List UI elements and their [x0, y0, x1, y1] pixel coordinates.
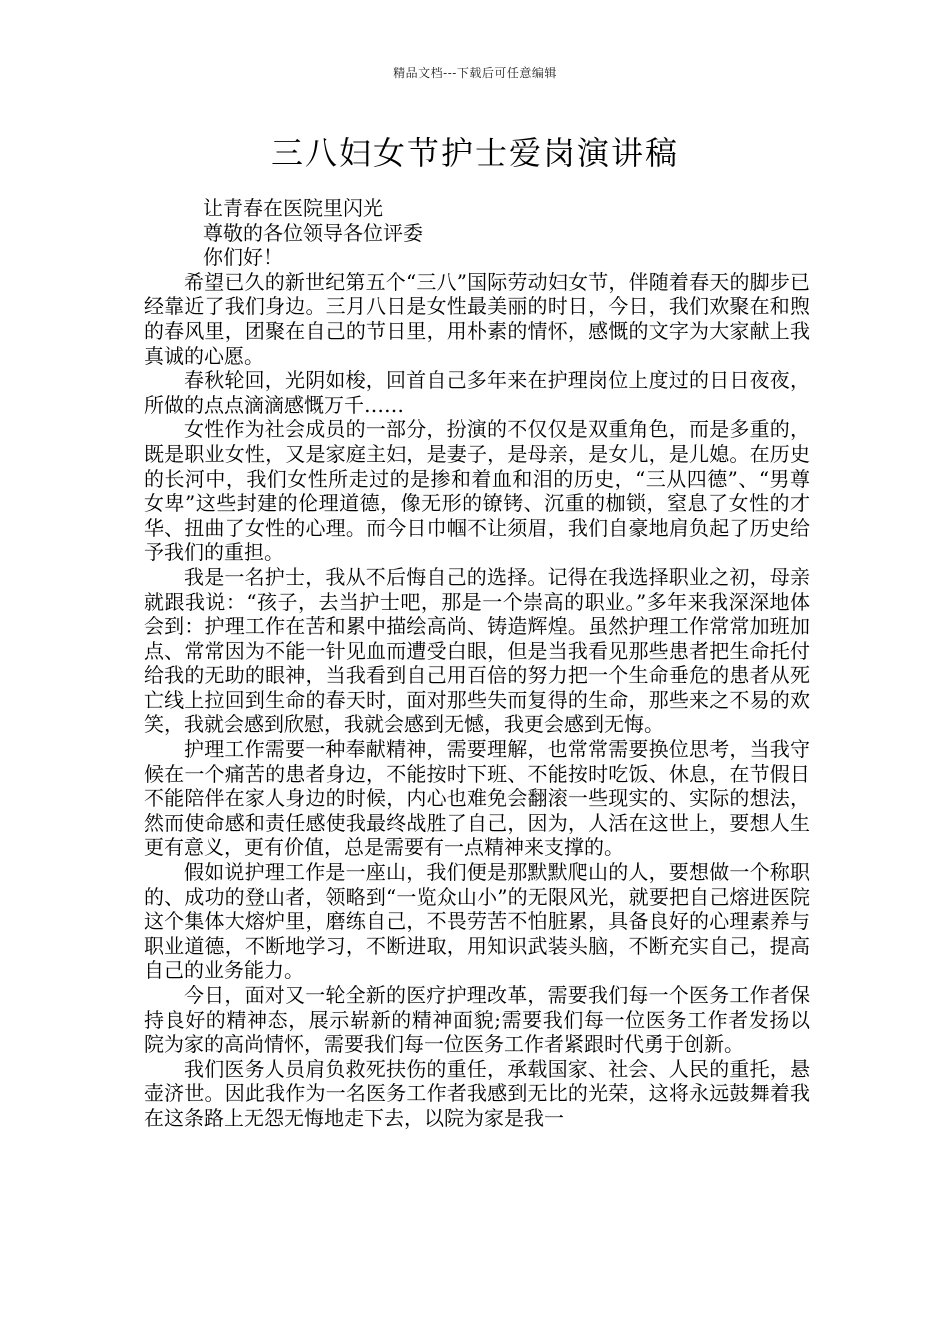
paragraph: 我们医务人员肩负救死扶伤的重任，承载国家、社会、人民的重托，悬壶济世。因此我作为一名医务工作者我感到无比的光荣，这将永远鼓舞着我在这条路上无怨无悔地走下去，以院为家是我一: [144, 1056, 810, 1130]
document-body: [144, 196, 810, 1131]
salutation: 尊敬的各位领导各位评委: [203, 220, 423, 245]
paragraph: 春秋轮回，光阴如梭，回首自己多年来在护理岗位上度过的日日夜夜，所做的点点滴滴感慨万千……: [144, 368, 810, 417]
paragraph: 我是一名护士，我从不后悔自己的选择。记得在我选择职业之初，母亲就跟我说：“孩子，去当护士吧，那是一个崇高的职业。”多年来我深深地体会到：护理工作在苦和累中描绘高尚、铸造辉煌。虽然护理工作常常加班加点、常常因为不能一针见血而遭受白眼，但是当我看见那些患者把生命托付给我的无助的眼神，当我看到自己用百倍的努力把一个生命垂危的患者从死亡线上拉回到生命的春天时，面对那些失而复得的生命，那些来之不易的欢笑，我就会感到欣慰，我就会感到无憾，我更会感到无悔。: [144, 564, 810, 737]
document-title: 三八妇女节护士爱岗演讲稿: [270, 134, 679, 172]
paragraph: 女性作为社会成员的一部分，扮演的不仅仅是双重角色，而是多重的，既是职业女性，又是家庭主妇，是妻子，是母亲，是女儿，是儿媳。在历史的长河中，我们女性所走过的是掺和着血和泪的历史，“三从四德”、“男尊女卑”这些封建的伦理道德，像无形的镣铐、沉重的枷锁，窒息了女性的才华、扭曲了女性的心理。而今日巾帼不让须眉，我们自豪地肩负起了历史给予我们的重担。: [144, 417, 810, 565]
paragraph: 希望已久的新世纪第五个“三八”国际劳动妇女节，伴随着春天的脚步已经靠近了我们身边。三月八日是女性最美丽的时日，今日，我们欢聚在和煦的春风里，团聚在自己的节日里，用朴素的情怀，感慨的文字为大家献上我真诚的心愿。: [144, 269, 810, 368]
paragraph: 护理工作需要一种奉献精神，需要理解，也常常需要换位思考，当我守候在一个痛苦的患者身边，不能按时下班、不能按时吃饭、休息，在节假日不能陪伴在家人身边的时候，内心也难免会翻滚一些现实的、实际的想法，然而使命感和责任感使我最终战胜了自己，因为，人活在这世上，要想人生更有意义，更有价值，总是需要有一点精神来支撑的。: [144, 737, 810, 860]
paragraph: 假如说护理工作是一座山，我们便是那默默爬山的人，要想做一个称职的、成功的登山者，领略到“一览众山小”的无限风光，就要把自己熔进医院这个集体大熔炉里，磨练自己，不畏劳苦不怕脏累，具备良好的心理素养与职业道德，不断地学习，不断进取，用知识武装头脑，不断充实自己，提高自己的业务能力。: [144, 860, 810, 983]
header-note: 精品文档---下载后可任意编辑: [393, 66, 557, 80]
speech-subtitle: 让青春在医院里闪光: [203, 196, 383, 220]
paragraph: 今日，面对又一轮全新的医疗护理改革，需要我们每一个医务工作者保持良好的精神态，展示崭新的精神面貌;需要我们每一位医务工作者发扬以院为家的高尚情怀，需要我们每一位医务工作者紧跟时代勇于创新。: [144, 983, 810, 1057]
greeting: 你们好！: [203, 245, 283, 270]
